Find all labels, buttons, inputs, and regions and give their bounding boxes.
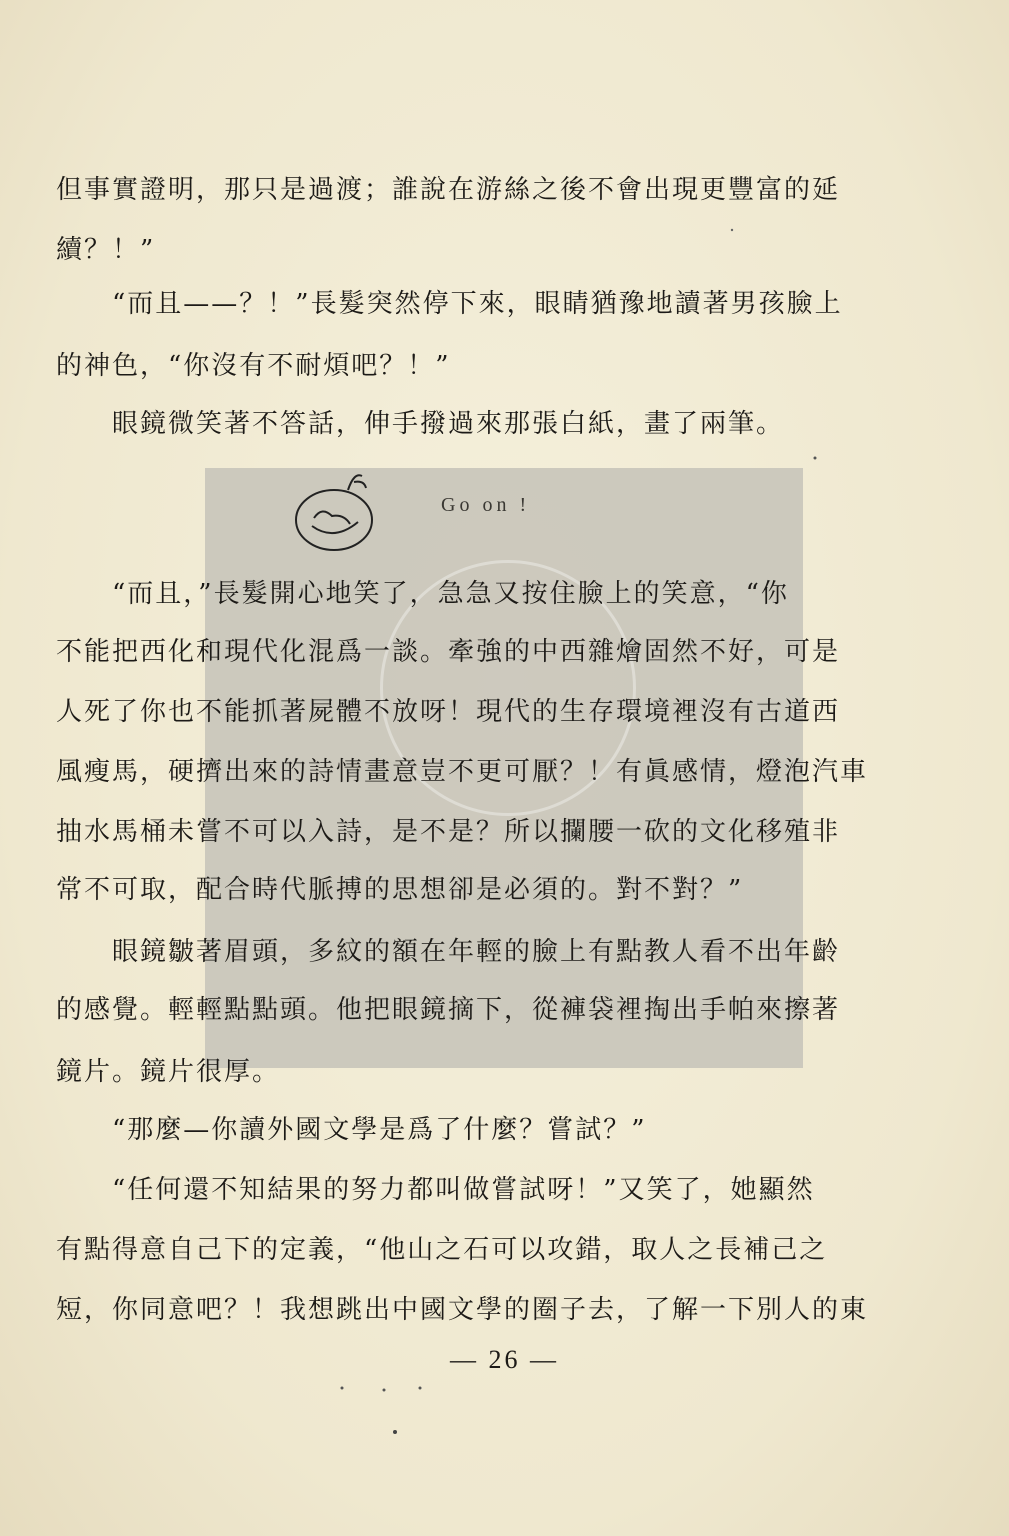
text-line-9: 風瘦馬，硬擠出來的詩情畫意豈不更可厭？！有眞感情，燈泡汽車 — [56, 757, 869, 787]
text-line-4: 的神色，“你沒有不耐煩吧？！” — [56, 351, 451, 381]
text-line-5: 眼鏡微笑著不答話，伸手撥過來那張白紙，畫了兩筆。 — [112, 409, 785, 439]
text-line-15: “那麼—你讀外國文學是爲了什麼？嘗試？” — [112, 1115, 647, 1145]
text-line-16: “任何還不知結果的努力都叫做嘗試呀！”又笑了，她顯然 — [112, 1175, 815, 1205]
text-line-12: 眼鏡皺著眉頭，多紋的額在年輕的臉上有點教人看不出年齡 — [112, 937, 841, 967]
text-line-1: 但事實證明，那只是過渡；誰說在游絲之後不會出現更豐富的延 — [56, 175, 841, 205]
text-line-17: 有點得意自己下的定義，“他山之石可以攻錯，取人之長補己之 — [56, 1235, 828, 1265]
text-line-14: 鏡片。鏡片很厚。 — [56, 1057, 281, 1087]
text-line-10: 抽水馬桶未嘗不可以入詩，是不是？所以攔腰一砍的文化移殖非 — [56, 817, 841, 847]
text-line-6: “而且，”長髮開心地笑了，急急又按住臉上的笑意，“你 — [112, 579, 789, 609]
text-line-2: 續？！” — [56, 235, 156, 265]
text-line-3: “而且——？！”長髮突然停下來，眼睛猶豫地讀著男孩臉上 — [112, 289, 843, 319]
page-number: — 26 — — [450, 1345, 559, 1374]
text-line-8: 人死了你也不能抓著屍體不放呀！現代的生存環境裡沒有古道西 — [56, 697, 841, 727]
text-line-7: 不能把西化和現代化混爲一談。牽強的中西雜燴固然不好，可是 — [56, 637, 841, 667]
text-line-13: 的感覺。輕輕點點頭。他把眼鏡摘下，從褲袋裡掏出手帕來擦著 — [56, 995, 841, 1025]
text-line-18: 短，你同意吧？！我想跳出中國文學的圈子去，了解一下別人的東 — [56, 1295, 869, 1325]
doodle-caption: Go on ! — [441, 494, 531, 516]
text-line-11: 常不可取，配合時代脈搏的思想卻是必須的。對不對？” — [56, 875, 744, 905]
